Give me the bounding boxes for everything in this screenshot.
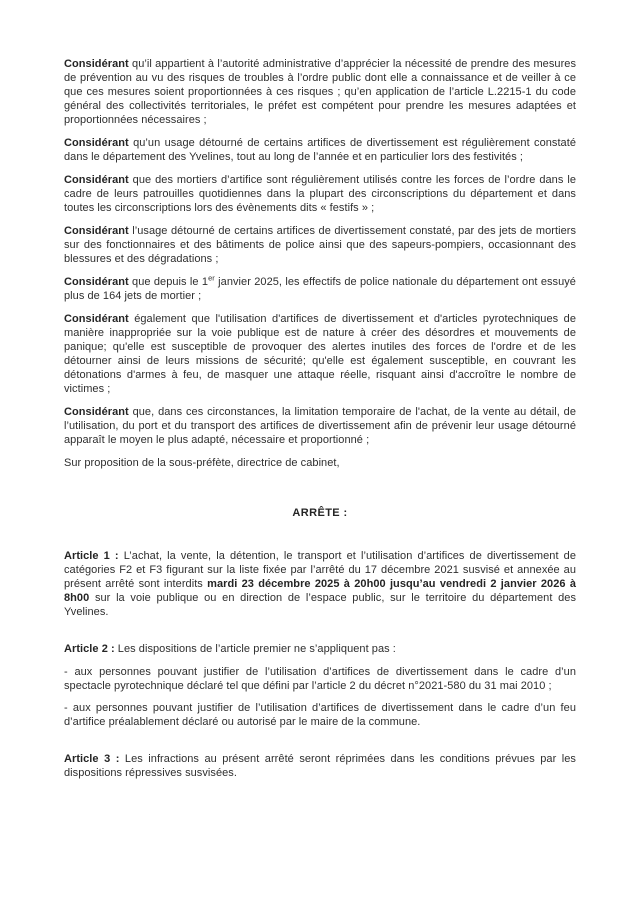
article-2-bullet-1: - aux personnes pouvant justifier de l’utilisation d’artifices de divertissement dans le cadre d’un spectacle pyrotechnique déclaré tel que défini par l’article 2 du décret n°2021-580 du 31 mai 2010 ; bbox=[64, 666, 576, 692]
article-2-bullet-2: - aux personnes pouvant justifier de l’utilisation d’artifices de divertissement dans le cadre d’un feu d’artifice préalablement déclaré ou autorisé par le maire de la commune. bbox=[64, 702, 576, 728]
document-body bbox=[64, 57, 576, 789]
arrete-heading: ARRÊTE : bbox=[292, 507, 348, 519]
considerant-paragraph-2: Considérant qu’un usage détourné de certains artifices de divertissement est régulièrement constaté dans le département des Yvelines, tout au long de l’année et en particulier lors des festivités ; bbox=[64, 137, 576, 163]
article-2-paragraph: Article 2 : Les dispositions de l’article premier ne s’appliquent pas : bbox=[64, 643, 396, 655]
considerant-paragraph-5: Considérant que depuis le 1er janvier 2025, les effectifs de police nationale du département ont essuyé plus de 164 jets de mortier ; bbox=[64, 273, 576, 302]
considerant-paragraph-4: Considérant l’usage détourné de certains artifices de divertissement constaté, par des jets de mortiers sur des fonctionnaires et des bâtiments de police ainsi que des sapeurs-pompiers, occasionnant des blessures et des dégradations ; bbox=[64, 225, 576, 265]
article-3-paragraph: Article 3 : Les infractions au présent arrêté seront réprimées dans les conditions prévues par les dispositions répressives susvisées. bbox=[64, 753, 576, 779]
considerant-paragraph-6: Considérant également que l'utilisation d'artifices de divertissement et d'articles pyrotechniques de manière inappropriée sur la voie publique est de nature à créer des désordres et mouvements de panique; qu'elle est susceptible de provoquer des alertes inutiles des forces de l'ordre et de les détourner ainsi de leurs missions de sécurité; qu'elle est également susceptible, en couvrant les détonations d'armes à feu, de masquer une attaque réelle, risquant ainsi d'accroître le nombre de victimes ; bbox=[64, 313, 576, 395]
proposition-line: Sur proposition de la sous-préfète, directrice de cabinet, bbox=[64, 457, 340, 469]
considerant-paragraph-1: Considérant qu’il appartient à l’autorité administrative d’apprécier la nécessité de prendre des mesures de prévention au vu des risques de troubles à l’ordre public dont elle a connaissance et de veiller à ce que ces mesures soient proportionnées à ces risques ; qu’en application de l’article L.2215-1 du code général des collectivités territoriales, le préfet est compétent pour prendre les mesures adaptées et proportionnées nécessaires ; bbox=[64, 58, 576, 126]
article-1-paragraph: Article 1 : L’achat, la vente, la détention, le transport et l’utilisation d’artifices de divertissement de catégories F2 et F3 figurant sur la liste fixée par l’arrêté du 17 décembre 2021 susvisé et annexée au présent arrêté sont interdits mardi 23 décembre 2025 à 20h00 jusqu’au vendredi 2 janvier 2026 à 8h00 sur la voie publique ou en direction de l’espace public, sur le territoire du département des Yvelines. bbox=[64, 550, 577, 618]
considerant-paragraph-7: Considérant que, dans ces circonstances, la limitation temporaire de l'achat, de la vente au détail, de l’utilisation, du port et du transport des artifices de divertissement afin de prévenir leur usage détourné apparaît le moyen le plus adapté, nécessaire et proportionné ; bbox=[64, 406, 576, 446]
considerant-paragraph-3: Considérant que des mortiers d’artifice sont régulièrement utilisés contre les forces de l’ordre dans le cadre de leurs patrouilles quotidiennes dans la plupart des circonscriptions du département et dans toutes les circonscriptions lors des évènements dits « festifs » ; bbox=[64, 174, 576, 214]
